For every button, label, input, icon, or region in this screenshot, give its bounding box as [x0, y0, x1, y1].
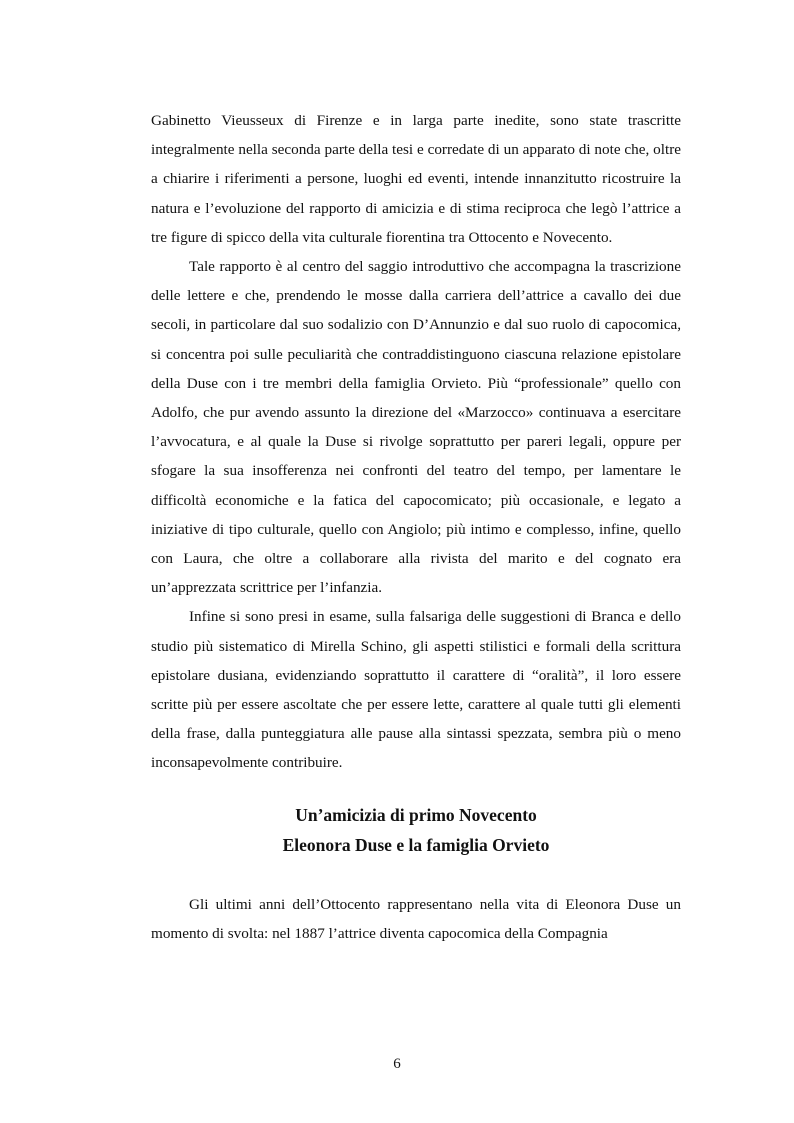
- section-text: [151, 890, 681, 948]
- paragraph-1: Gabinetto Vieusseux di Firenze e in larga parte inedite, sono state trascritte integralmente nella seconda parte della tesi e corredate di un apparato di note che, oltre a chiarire i riferimenti a persone, luoghi ed eventi, intende innanzitutto ricostruire la natura e l’evoluzione del rapporto di amicizia e di stima reciproca che legò l’attrice a tre figure di spicco della vita culturale fiorentina tra Ottocento e Novecento.: [151, 112, 681, 246]
- paragraph-3: Infine si sono presi in esame, sulla falsariga delle suggestioni di Branca e dello studio più sistematico di Mirella Schino, gli aspetti stilistici e formali della scrittura epistolare dusiana, evidenziando soprattutto il carattere di “oralità”, il loro essere scritte più per essere ascoltate che per essere lette, carattere al quale tutti gli elementi della frase, dalla punteggiatura alle pause alla sintassi spezzata, sembra più o meno inconsapevolmente contribuire.: [151, 608, 681, 772]
- section-title-line-2: Eleonora Duse e la famiglia Orvieto: [282, 835, 550, 855]
- paragraph-2: Tale rapporto è al centro del saggio introduttivo che accompagna la trascrizione delle lettere e che, prendendo le mosse dalla carriera dell’attrice a cavallo dei due secoli, in particolare dal suo sodalizio con D’Annunzio e dal suo ruolo di capocomica, si concentra poi sulle peculiarità che contraddistinguono ciascuna relazione epistolare della Duse con i tre membri della famiglia Orvieto. Più “professionale” quello con Adolfo, che pur avendo assunto la direzione del «Marzocco» continuava a esercitare l’avvocatura, e al quale la Duse si rivolge soprattutto per pareri legali, oppure per sfogare la sua insofferenza nei confronti del teatro del tempo, per lamentare le difficoltà economiche e la fatica del capocomicato; più occasionale, e legato a iniziative di tipo culturale, quello con Angiolo; più intimo e complesso, infine, quello con Laura, che oltre a collaborare alla rivista del marito e del cognato era un’apprezzata scrittrice per l’infanzia.: [151, 258, 681, 597]
- intro-text: [151, 106, 681, 778]
- page-number: 6: [393, 1056, 401, 1072]
- section-paragraph-1: Gli ultimi anni dell’Ottocento rappresentano nella vita di Eleonora Duse un momento di svolta: nel 1887 l’attrice diventa capocomica della Compagnia: [151, 896, 681, 943]
- section-title-line-1: Un’amicizia di primo Novecento: [295, 805, 537, 825]
